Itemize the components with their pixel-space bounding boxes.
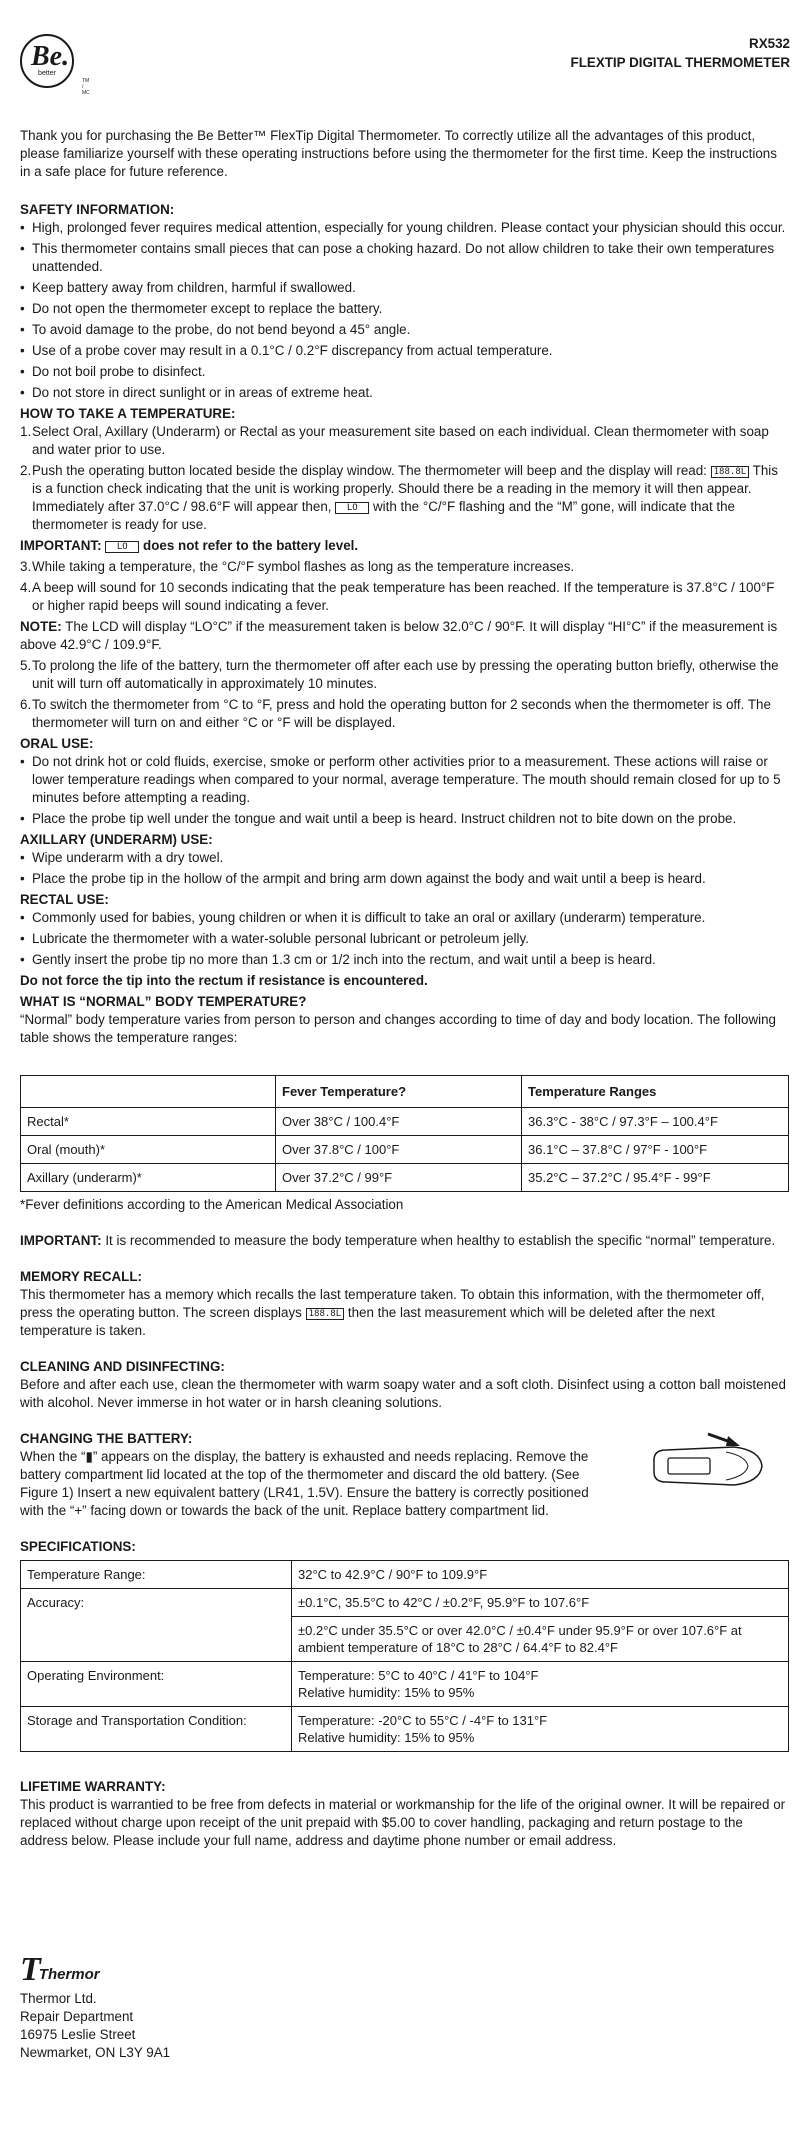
important-recommendation <box>20 1232 790 1250</box>
how-to-steps-continued <box>20 558 790 615</box>
warranty-text: This product is warrantied to be free from defects in material or workmanship for the life of the original owner. It will be repaired or replaced without charge upon receipt of the unit prepaid with $5.00 to cover handling, packaging and return postage to the address below. Please include your full name, address and daytime phone number or email address. <box>20 1797 786 1848</box>
rectal-heading: RECTAL USE: <box>20 892 109 907</box>
lcd-full-icon: 188.8L <box>306 1308 345 1320</box>
list-item: • This thermometer contains small pieces that can pose a choking hazard. Do not allow children to take their own temperatures unattended. <box>20 240 790 276</box>
table-cell: Over 37.8°C / 100°F <box>276 1136 522 1164</box>
warranty-heading: LIFETIME WARRANTY: <box>20 1779 166 1794</box>
model-number: RX532 <box>749 36 790 51</box>
step-5: 5. To prolong the life of the battery, turn the thermometer off after each use by pressing the operating button briefly, otherwise the unit will turn off automatically in approximately 10 minutes. <box>20 658 779 691</box>
step-4: 4. A beep will sound for 10 seconds indicating that the peak temperature has been reached. If the temperature is 37.8°C / 100°F or higher rapid beeps will sound indicating a fever. <box>20 580 775 613</box>
memory-section <box>20 1268 790 1340</box>
specifications-table <box>20 1560 789 1752</box>
address-line: Newmarket, ON L3Y 9A1 <box>20 2045 171 2060</box>
table-cell: 35.2°C – 37.2°C / 95.4°F - 99°F <box>522 1164 789 1192</box>
list-item: • Lubricate the thermometer with a water-soluble personal lubricant or petroleum jelly. <box>20 930 790 948</box>
memory-text-b: then the last measurement which will be deleted after the next temperature is taken. <box>20 1305 715 1338</box>
list-item: • Wipe underarm with a dry towel. <box>20 849 790 867</box>
memory-text-a: This thermometer has a memory which recalls the last temperature taken. To obtain this information, with the thermometer off, press the operating button. The screen displays <box>20 1287 765 1320</box>
battery-section <box>20 1430 790 1520</box>
lcd-lo-icon: LO <box>335 502 369 514</box>
battery-heading: CHANGING THE BATTERY: <box>20 1431 193 1446</box>
product-title: FLEXTIP DIGITAL THERMOMETER <box>570 55 790 70</box>
table-header-row <box>21 1076 789 1108</box>
step-1: 1. Select Oral, Axillary (Underarm) or Rectal as your measurement site based on each individual. Clean thermometer with soap and water prior to use. <box>20 424 769 457</box>
spec-value: 32°C to 42.9°C / 90°F to 109.9°F <box>292 1561 789 1589</box>
thermor-logo <box>20 1950 170 1990</box>
table-header: Temperature Ranges <box>522 1076 789 1108</box>
lcd-lo-icon: LO <box>105 541 139 553</box>
axillary-heading: AXILLARY (UNDERARM) USE: <box>20 832 213 847</box>
spec-line: Relative humidity: 15% to 95% <box>298 1685 475 1700</box>
table-row <box>21 1136 789 1164</box>
table-row <box>21 1164 789 1192</box>
table-cell: Over 38°C / 100.4°F <box>276 1108 522 1136</box>
note-text: The LCD will display “LO°C” if the measurement taken is below 32.0°C / 90°F. It will display “HI°C” if the measurement is above 42.9°C / 109.9°F. <box>20 619 778 652</box>
thermor-logo-word: Thermor <box>38 1966 100 1983</box>
spec-value: ±0.1°C, 35.5°C to 42°C / ±0.2°F, 95.9°F to 107.6°F <box>292 1589 789 1617</box>
table-header: Fever Temperature? <box>276 1076 522 1108</box>
spec-line: Relative humidity: 15% to 95% <box>298 1730 475 1745</box>
note-label: NOTE: <box>20 619 62 634</box>
cleaning-heading: CLEANING AND DISINFECTING: <box>20 1359 225 1374</box>
list-item: • Do not store in direct sunlight or in areas of extreme heat. <box>20 384 790 402</box>
repair-address <box>20 1950 170 2062</box>
step-text: To switch the thermometer from °C to °F, press and hold the operating button for 2 seconds when the thermometer is off. The thermometer will turn on and either °C or °F will be displayed. <box>32 697 771 730</box>
thermor-logo-mark: T <box>20 1951 41 1988</box>
list-item: • Use of a probe cover may result in a 0.1°C / 0.2°F discrepancy from actual temperature. <box>20 342 790 360</box>
table-cell: Rectal* <box>21 1108 276 1136</box>
address-line: Thermor Ltd. <box>20 1991 97 2006</box>
step-text: A beep will sound for 10 seconds indicating that the peak temperature has been reached. If the temperature is 37.8°C / 100°F or higher rapid beeps will sound indicating a fever. <box>32 580 775 613</box>
safety-heading: SAFETY INFORMATION: <box>20 202 175 217</box>
address-line: Repair Department <box>20 2009 134 2024</box>
how-to-heading: HOW TO TAKE A TEMPERATURE: <box>20 406 236 421</box>
normal-text: “Normal” body temperature varies from person to person and changes according to time of day and body location. The following table shows the temperature ranges: <box>20 1012 776 1045</box>
spec-label: Operating Environment: <box>21 1662 292 1707</box>
warranty-section <box>20 1778 790 1850</box>
step-text: While taking a temperature, the °C/°F symbol flashes as long as the temperature increases. <box>32 559 575 574</box>
list-item: • Place the probe tip well under the tongue and wait until a beep is heard. Instruct children not to bite down on the probe. <box>20 810 790 828</box>
table-row <box>21 1561 789 1589</box>
table-cell: Over 37.2°C / 99°F <box>276 1164 522 1192</box>
be-better-logo <box>20 34 90 96</box>
step-2: 2. Push the operating button located beside the display window. The thermometer will beep and the display will read: 188.8L This is a function check indicating that the unit is working properly. Should there be a reading in the memory it will then appear. Immediately after 37.0°C / 98.6°F will appear then, LO with the °C/°F flashing and the “M” gone, will indicate that the thermometer is ready for use. <box>20 463 778 532</box>
table-header <box>21 1076 276 1108</box>
step-text: This is a function check indicating that the unit is working properly. Should there be a reading in the memory it will then appear. Immediately after 37.0°C / 98.6°F will appear then, <box>32 463 778 514</box>
address-line: 16975 Leslie Street <box>20 2027 136 2042</box>
important-text: does not refer to the battery level. <box>143 538 359 553</box>
table-row <box>21 1662 789 1707</box>
table-row <box>21 1589 789 1617</box>
oral-list <box>20 753 790 828</box>
cleaning-text: Before and after each use, clean the thermometer with warm soapy water and a soft cloth. Disinfect using a cotton ball moistened with alcohol. Never immerse in hot water or in harsh cleaning solutions. <box>20 1377 786 1410</box>
rectal-list <box>20 909 790 969</box>
step-text: Push the operating button located beside the display window. The thermometer will beep and the display will read: <box>32 463 707 478</box>
important-text: It is recommended to measure the body temperature when healthy to establish the specific “normal” temperature. <box>105 1233 776 1248</box>
important-label: IMPORTANT: <box>20 1233 102 1248</box>
memory-heading: MEMORY RECALL: <box>20 1269 142 1284</box>
safety-list <box>20 219 790 402</box>
spec-value <box>292 1662 789 1707</box>
table-cell: Axillary (underarm)* <box>21 1164 276 1192</box>
battery-text: When the “▮” appears on the display, the battery is exhausted and needs replacing. Remove the battery compartment lid located at the top of the thermometer and discard the old battery. (See Figure 1) Insert a new equivalent battery (LR41, 1.5V). Ensure the battery is correctly positioned with the “+” facing down or towards the back of the unit. Replace battery compartment lid. <box>20 1449 589 1518</box>
list-item: • Do not drink hot or cold fluids, exercise, smoke or perform other activities prior to a measurement. These actions will raise or lower temperature readings when compared to your normal, average temperature. The mouth should remain closed for up to 5 minutes before attempting a reading. <box>20 753 790 807</box>
specs-heading: SPECIFICATIONS: <box>20 1539 136 1554</box>
list-item: • Do not boil probe to disinfect. <box>20 363 790 381</box>
temperature-table <box>20 1075 789 1192</box>
important-note <box>20 537 790 555</box>
table-row <box>21 1707 789 1752</box>
logo-tm: TM / MC <box>82 78 90 96</box>
step-text: with the °C/°F flashing and the “M” gone, will indicate that the thermometer is ready for use. <box>32 499 735 532</box>
step-text: Select Oral, Axillary (Underarm) or Rectal as your measurement site based on each individual. Clean thermometer with soap and water prior to use. <box>32 424 769 457</box>
lcd-note <box>20 618 790 654</box>
table-cell: 36.3°C - 38°C / 97.3°F – 100.4°F <box>522 1108 789 1136</box>
rectal-warning: Do not force the tip into the rectum if resistance is encountered. <box>20 973 428 988</box>
memory-text <box>20 1286 790 1340</box>
spec-value <box>292 1707 789 1752</box>
list-item: • Keep battery away from children, harmful if swallowed. <box>20 279 790 297</box>
normal-heading: WHAT IS “NORMAL” BODY TEMPERATURE? <box>20 994 307 1009</box>
spec-line: Temperature: 5°C to 40°C / 41°F to 104°F <box>298 1668 539 1683</box>
lcd-full-icon: 188.8L <box>711 466 750 478</box>
logo-sub: better <box>38 70 56 77</box>
step-3: 3. While taking a temperature, the °C/°F symbol flashes as long as the temperature increases. <box>20 559 575 574</box>
intro-text: Thank you for purchasing the Be Better™ FlexTip Digital Thermometer. To correctly utilize all the advantages of this product, please familiarize yourself with these operating instructions before using the thermometer for the first time. Keep the instructions in a safe place for future reference. <box>20 128 777 179</box>
thermometer-figure-icon <box>648 1430 768 1500</box>
how-to-steps <box>20 423 790 534</box>
model-header <box>571 34 790 72</box>
how-to-steps-final <box>20 657 790 732</box>
spec-line: Temperature: -20°C to 55°C / -4°F to 131°F <box>298 1713 548 1728</box>
step-text: To prolong the life of the battery, turn the thermometer off after each use by pressing the operating button briefly, otherwise the unit will turn off automatically in approximately 10 minutes. <box>32 658 779 691</box>
important-label: IMPORTANT: <box>20 538 102 553</box>
list-item: • To avoid damage to the probe, do not bend beyond a 45° angle. <box>20 321 790 339</box>
logo-mark: Be. <box>31 41 70 72</box>
cleaning-section <box>20 1358 790 1412</box>
spec-value: ±0.2°C under 35.5°C or over 42.0°C / ±0.4°F under 95.9°F or over 107.6°F at ambient temperature of 18°C to 28°C / 64.4°F to 82.4°F <box>292 1617 789 1662</box>
table-row <box>21 1108 789 1136</box>
table-footnote: *Fever definitions according to the American Medical Association <box>20 1197 404 1212</box>
step-6: 6. To switch the thermometer from °C to °F, press and hold the operating button for 2 seconds when the thermometer is off. The thermometer will turn on and either °C or °F will be displayed. <box>20 697 771 730</box>
oral-heading: ORAL USE: <box>20 736 94 751</box>
list-item: • Place the probe tip in the hollow of the armpit and bring arm down against the body and wait until a beep is heard. <box>20 870 790 888</box>
list-item: • Commonly used for babies, young children or when it is difficult to take an oral or axillary (underarm) temperature. <box>20 909 790 927</box>
list-item: • High, prolonged fever requires medical attention, especially for young children. Please contact your physician should this occur. <box>20 219 790 237</box>
table-cell: Oral (mouth)* <box>21 1136 276 1164</box>
table-cell: 36.1°C – 37.8°C / 97°F - 100°F <box>522 1136 789 1164</box>
spec-label: Accuracy: <box>21 1589 292 1662</box>
main-content <box>20 201 790 1850</box>
axillary-list <box>20 849 790 888</box>
spec-label: Storage and Transportation Condition: <box>21 1707 292 1752</box>
specs-section <box>20 1538 790 1752</box>
list-item: • Gently insert the probe tip no more than 1.3 cm or 1/2 inch into the rectum, and wait until a beep is heard. <box>20 951 790 969</box>
spec-label: Temperature Range: <box>21 1561 292 1589</box>
list-item: • Do not open the thermometer except to replace the battery. <box>20 300 790 318</box>
